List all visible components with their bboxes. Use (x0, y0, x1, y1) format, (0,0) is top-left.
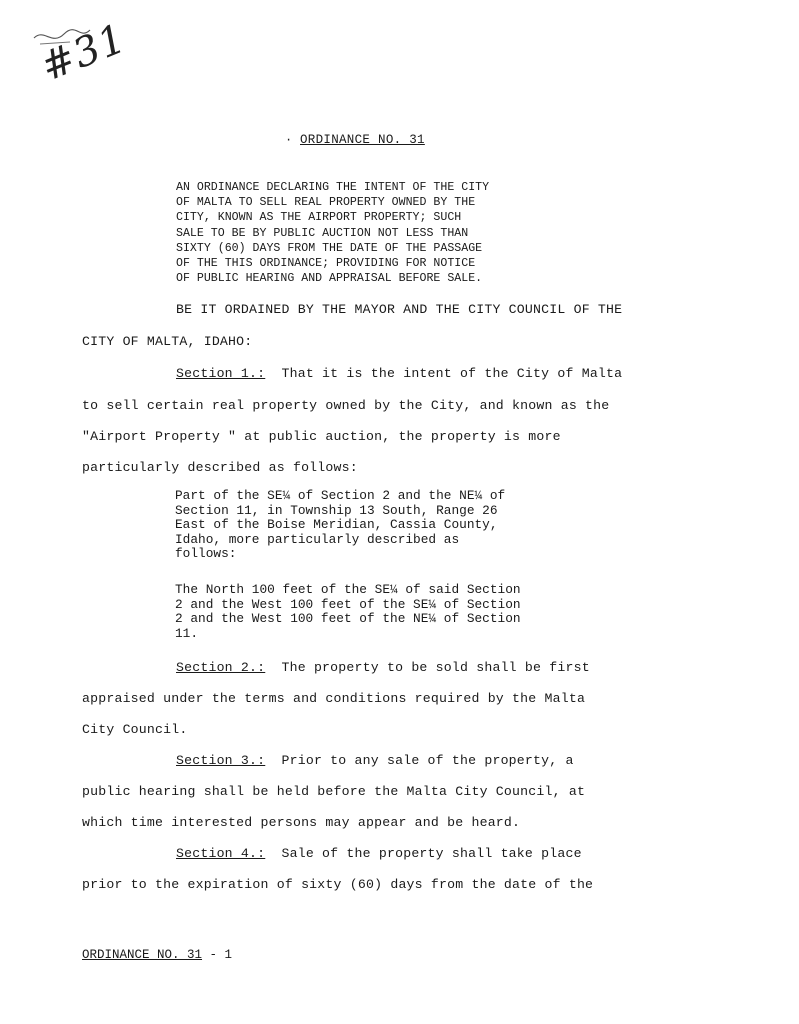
section-3-first-line (176, 753, 799, 768)
footer-page-number: - 1 (202, 948, 233, 962)
description-line: The North 100 feet of the SE¼ of said Section (175, 582, 521, 597)
section-2-first-line (176, 660, 799, 675)
summary-line: OF MALTA TO SELL REAL PROPERTY OWNED BY THE (176, 196, 476, 210)
section-2-line: City Council. (82, 722, 188, 737)
ordinance-title: ORDINANCE NO. 31 (300, 133, 425, 147)
footer-ordinance-label: ORDINANCE NO. 31 (82, 948, 203, 962)
enacting-clause-line-2: CITY OF MALTA, IDAHO: (82, 334, 253, 349)
summary-line: CITY, KNOWN AS THE AIRPORT PROPERTY; SUCH (176, 211, 462, 225)
section-3-text: Prior to any sale of the property, a (265, 753, 574, 768)
property-description-boundaries (175, 583, 615, 641)
section-2-heading: Section 2.: (176, 660, 266, 675)
summary-line: AN ORDINANCE DECLARING THE INTENT OF THE CITY (176, 181, 490, 194)
section-2-text: The property to be sold shall be first (265, 660, 590, 675)
description-line: 11. (175, 625, 199, 641)
section-4-first-line (176, 846, 799, 861)
description-line: Section 11, in Township 13 South, Range 26 (175, 502, 498, 518)
description-line: 2 and the West 100 feet of the NE¼ of Section (175, 611, 521, 626)
description-line: Part of the SE¼ of Section 2 and the NE¼ of (175, 488, 506, 503)
section-1-line: particularly described as follows: (82, 460, 358, 475)
section-3-line: which time interested persons may appear and be heard. (82, 815, 521, 830)
section-3-heading: Section 3.: (176, 753, 266, 768)
section-3-line: public hearing shall be held before the Malta City Council, at (82, 784, 586, 799)
stray-mark: · (285, 133, 293, 147)
section-4-heading: Section 4.: (176, 846, 266, 861)
description-line: follows: (175, 546, 237, 561)
enacting-clause-line-1: BE IT ORDAINED BY THE MAYOR AND THE CITY COUNCIL OF THE (176, 302, 623, 317)
handwritten-ordinance-number: #31 (34, 15, 133, 91)
section-4-text: Sale of the property shall take place (265, 846, 582, 861)
section-1-line: "Airport Property " at public auction, the property is more (82, 429, 561, 444)
summary-line: OF THE THIS ORDINANCE; PROVIDING FOR NOTICE (176, 257, 476, 271)
description-line: Idaho, more particularly described as (175, 531, 460, 547)
ordinance-summary (176, 180, 616, 286)
summary-line: OF PUBLIC HEARING AND APPRAISAL BEFORE SALE. (176, 272, 483, 286)
description-line: 2 and the West 100 feet of the SE¼ of Section (175, 596, 521, 612)
summary-line: SIXTY (60) DAYS FROM THE DATE OF THE PASSAGE (176, 241, 483, 255)
page-footer (82, 948, 232, 962)
property-description-part (175, 489, 615, 562)
section-2-line: appraised under the terms and conditions required by the Malta (82, 691, 586, 706)
summary-line: SALE TO BE BY PUBLIC AUCTION NOT LESS THAN (176, 226, 469, 240)
section-4-line: prior to the expiration of sixty (60) days from the date of the (82, 877, 594, 892)
section-1-text: That it is the intent of the City of Malta (265, 366, 623, 381)
section-1-first-line (176, 366, 799, 381)
section-1-heading: Section 1.: (176, 366, 266, 381)
description-line: East of the Boise Meridian, Cassia County, (175, 517, 498, 532)
section-1-line: to sell certain real property owned by the City, and known as the (82, 398, 610, 413)
